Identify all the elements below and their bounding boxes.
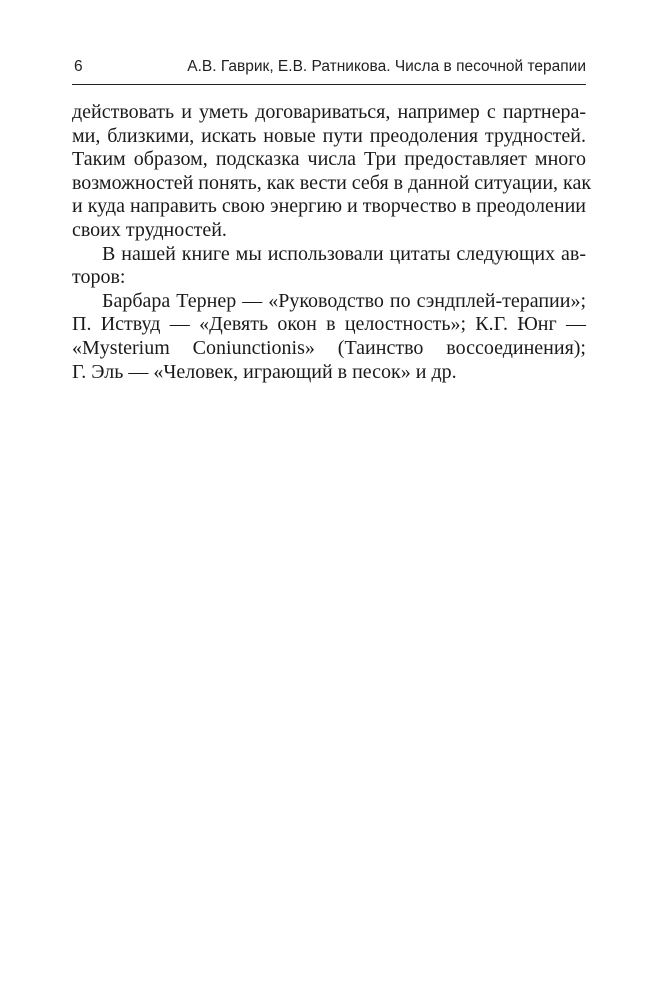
body-text [72,101,592,384]
text-line: своих трудностей. [72,218,227,241]
text-line: «Mysterium Coniunctionis» (Таинство воссоединения); [72,336,586,359]
paragraph-2 [72,243,586,290]
text-line: Г. Эль — «Человек, играющий в песок» и др. [72,360,457,383]
text-line: В нашей книге мы использовали цитаты следующих ав- [102,242,586,265]
text-line: Барбара Тернер — «Руководство по сэндплей-терапии»; [102,289,586,312]
text-line: и куда направить свою энергию и творчество в преодолении [72,195,586,218]
text-line: возможностей понять, как вести себя в данной ситуации, как [72,171,592,194]
running-header [72,54,586,85]
paragraph-3 [72,290,586,384]
running-title: А.В. Гаврик, Е.В. Ратникова. Числа в песочной терапии [187,58,586,75]
paragraph-1 [72,101,592,243]
text-line: ми, близкими, искать новые пути преодоления трудностей. [72,124,586,147]
page-number: 6 [74,58,83,75]
text-line: П. Иствуд — «Девять окон в целостность»; К.Г. Юнг — [72,313,586,336]
text-line: действовать и уметь договариваться, например с партнера- [72,101,586,123]
text-line: торов: [72,266,126,289]
text-line: Таким образом, подсказка числа Три предоставляет много [72,148,586,171]
